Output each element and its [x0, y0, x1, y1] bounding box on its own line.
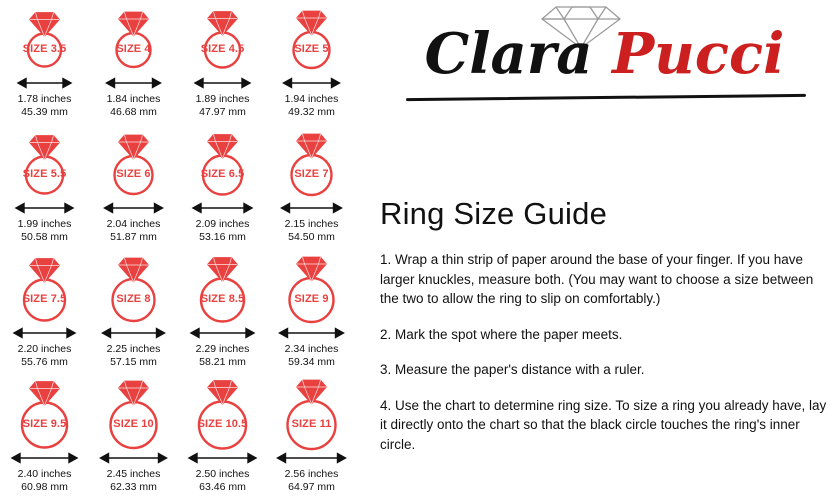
ring-size-cell — [178, 377, 267, 500]
diameter-arrow — [0, 326, 89, 340]
measurement-inches: 1.84 inches — [106, 93, 161, 105]
ring-size-cell — [267, 127, 356, 250]
measurement-mm: 57.15 mm — [110, 355, 157, 368]
ring-illustration — [267, 127, 356, 201]
diameter-arrow — [89, 201, 178, 215]
diameter-arrow — [178, 76, 267, 90]
measurement-mm: 63.46 mm — [199, 480, 246, 493]
measurement-mm: 59.34 mm — [288, 355, 335, 368]
diameter-arrow — [89, 326, 178, 340]
ring-size-cell — [89, 2, 178, 125]
ring-illustration — [0, 127, 89, 201]
ring-size-label: SIZE 7 — [294, 168, 329, 180]
diameter-arrow — [89, 451, 178, 465]
logo-underline — [406, 94, 806, 101]
ring-size-cell — [89, 377, 178, 500]
ring-illustration — [0, 377, 89, 451]
ring-size-label: SIZE 9 — [294, 293, 329, 305]
diameter-arrow — [89, 76, 178, 90]
ring-illustration — [178, 127, 267, 201]
ring-size-label: SIZE 10.5 — [197, 418, 248, 430]
ring-measurement — [267, 218, 356, 243]
ring-size-chart — [0, 0, 358, 501]
ring-size-cell — [0, 252, 89, 375]
page-title: Ring Size Guide — [380, 196, 608, 231]
measurement-mm: 46.68 mm — [110, 105, 157, 118]
brand-second-word: Pucci — [612, 21, 785, 87]
diameter-arrow — [178, 451, 267, 465]
ring-size-cell — [267, 377, 356, 500]
diameter-arrow — [0, 451, 89, 465]
measurement-inches: 2.50 inches — [195, 468, 250, 480]
ring-illustration — [89, 252, 178, 326]
measurement-inches: 2.45 inches — [106, 468, 161, 480]
ring-size-cell — [89, 252, 178, 375]
ring-size-label: SIZE 11 — [291, 418, 332, 430]
ring-measurement — [0, 93, 89, 118]
measurement-inches: 2.34 inches — [284, 343, 339, 355]
ring-measurement — [89, 468, 178, 493]
measurement-inches: 2.25 inches — [106, 343, 161, 355]
ring-size-label: SIZE 5.5 — [22, 168, 67, 180]
diameter-arrow — [0, 76, 89, 90]
measurement-mm: 45.39 mm — [21, 105, 68, 118]
measurement-mm: 62.33 mm — [110, 480, 157, 493]
measurement-inches: 1.94 inches — [284, 93, 339, 105]
ring-measurement — [89, 218, 178, 243]
ring-size-label: SIZE 4.5 — [200, 43, 245, 55]
measurement-inches: 2.40 inches — [17, 468, 72, 480]
ring-size-cell — [0, 127, 89, 250]
ring-size-cell — [267, 252, 356, 375]
ring-size-label: SIZE 8.5 — [200, 293, 245, 305]
measurement-inches: 2.20 inches — [17, 343, 72, 355]
ring-measurement — [89, 343, 178, 368]
ring-size-label: SIZE 6 — [116, 168, 151, 180]
right-panel — [362, 0, 839, 501]
ring-illustration — [0, 2, 89, 76]
diameter-arrow — [178, 201, 267, 215]
ring-illustration — [178, 2, 267, 76]
ring-illustration — [178, 252, 267, 326]
ring-illustration — [0, 252, 89, 326]
measurement-inches: 1.78 inches — [17, 93, 72, 105]
ring-illustration — [267, 252, 356, 326]
ring-measurement — [0, 218, 89, 243]
ring-size-label: SIZE 6.5 — [200, 168, 245, 180]
ring-size-label: SIZE 3.5 — [22, 43, 67, 55]
instruction-step: 1. Wrap a thin strip of paper around the base of your finger. If you have larger knuckles, measure both. (You may want to choose a size between the two to allow the ring to slip on comfortably.) — [380, 252, 814, 306]
ring-size-cell — [178, 252, 267, 375]
diameter-arrow — [267, 76, 356, 90]
measurement-mm: 50.58 mm — [21, 230, 68, 243]
measurement-inches: 2.04 inches — [106, 218, 161, 230]
ring-measurement — [267, 93, 356, 118]
ring-size-label: SIZE 9.5 — [22, 418, 67, 430]
ring-size-cell — [89, 127, 178, 250]
diameter-arrow — [267, 326, 356, 340]
ring-illustration — [267, 2, 356, 76]
ring-measurement — [0, 468, 89, 493]
brand-first-word: Clara — [424, 21, 593, 87]
measurement-mm: 55.76 mm — [21, 355, 68, 368]
ring-illustration — [89, 377, 178, 451]
ring-measurement — [267, 468, 356, 493]
ring-size-cell — [0, 377, 89, 500]
diameter-arrow — [267, 201, 356, 215]
measurement-inches: 2.56 inches — [284, 468, 339, 480]
ring-measurement — [0, 343, 89, 368]
ring-measurement — [178, 93, 267, 118]
measurement-inches: 1.89 inches — [195, 93, 250, 105]
measurement-mm: 60.98 mm — [21, 480, 68, 493]
instruction-step: 4. Use the chart to determine ring size. To size a ring you already have, lay it directly onto the chart so that the black circle touches the ring's inner circle. — [380, 397, 827, 452]
diameter-arrow — [178, 326, 267, 340]
ring-measurement — [267, 343, 356, 368]
measurement-mm: 47.97 mm — [199, 105, 246, 118]
ring-illustration — [178, 377, 267, 451]
instruction-step: 3. Measure the paper's distance with a ruler. — [380, 362, 645, 377]
ring-size-label: SIZE 7.5 — [22, 293, 67, 305]
measurement-mm: 51.87 mm — [110, 230, 157, 243]
diameter-arrow — [267, 451, 356, 465]
ring-size-label: SIZE 4 — [116, 43, 151, 55]
measurement-inches: 2.09 inches — [195, 218, 250, 230]
measurement-mm: 58.21 mm — [199, 355, 246, 368]
ring-size-cell — [267, 2, 356, 125]
measurement-mm: 53.16 mm — [199, 230, 246, 243]
ring-size-cell — [178, 2, 267, 125]
brand-logo — [370, 4, 839, 108]
ring-measurement — [178, 343, 267, 368]
instruction-step: 2. Mark the spot where the paper meets. — [380, 326, 623, 342]
ring-size-label: SIZE 10 — [113, 418, 154, 430]
ring-illustration — [267, 377, 356, 451]
measurement-inches: 2.29 inches — [195, 343, 250, 355]
ring-measurement — [178, 468, 267, 493]
ring-illustration — [89, 2, 178, 76]
ring-size-label: SIZE 5 — [294, 43, 329, 55]
measurement-mm: 49.32 mm — [288, 105, 335, 118]
measurement-inches: 1.99 inches — [17, 218, 72, 230]
brand-wordmark — [370, 20, 839, 88]
ring-size-label: SIZE 8 — [116, 293, 151, 305]
diameter-arrow — [0, 201, 89, 215]
measurement-inches: 2.15 inches — [284, 218, 339, 230]
ring-measurement — [89, 93, 178, 118]
ring-measurement — [178, 218, 267, 243]
ring-size-cell — [0, 2, 89, 125]
measurement-mm: 54.50 mm — [288, 230, 335, 243]
ring-size-cell — [178, 127, 267, 250]
instructions-list — [380, 250, 832, 454]
measurement-mm: 64.97 mm — [288, 480, 335, 493]
ring-illustration — [89, 127, 178, 201]
